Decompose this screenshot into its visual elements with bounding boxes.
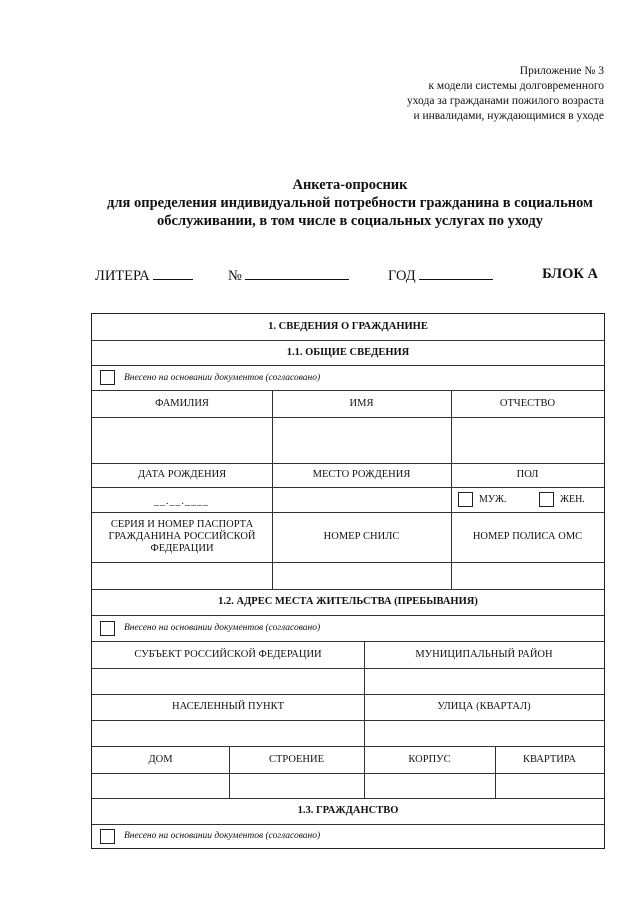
house-field[interactable]	[92, 773, 229, 798]
surname-label: ФАМИЛИЯ	[155, 397, 209, 409]
docs-note-row-1	[100, 365, 320, 390]
district-field[interactable]	[364, 668, 604, 694]
docs-note-text-3: Внесено на основании документов (согласовано)	[124, 831, 321, 841]
name-field[interactable]	[272, 417, 451, 463]
sex-label: ПОЛ	[516, 469, 539, 480]
female-label: ЖЕН.	[560, 494, 585, 505]
patronymic-label: ОТЧЕСТВО	[499, 397, 556, 409]
birth-date-placeholder[interactable]: __.__.____	[154, 496, 209, 507]
section-1-1-title: 1.1. ОБЩИЕ СВЕДЕНИЯ	[286, 346, 410, 358]
section-1-2-title: 1.2. АДРЕС МЕСТА ЖИТЕЛЬСТВА (ПРЕБЫВАНИЯ)	[218, 596, 478, 607]
snils-label: НОМЕР СНИЛС	[323, 531, 400, 542]
sex-male-option[interactable]	[458, 489, 506, 510]
birth-place-label: МЕСТО РОЖДЕНИЯ	[312, 469, 411, 480]
male-checkbox[interactable]	[458, 492, 473, 507]
surname-field[interactable]	[92, 417, 272, 463]
subject-field[interactable]	[92, 668, 364, 694]
docs-checkbox-3[interactable]	[100, 829, 115, 844]
street-field[interactable]	[364, 720, 604, 746]
year-group	[388, 266, 493, 285]
annex-line-3: ухода за гражданами пожилого возраста	[406, 95, 604, 107]
female-checkbox[interactable]	[539, 492, 554, 507]
litera-group	[95, 266, 193, 285]
block-label: БЛОК А	[542, 266, 598, 282]
locality-label: НАСЕЛЕННЫЙ ПУНКТ	[171, 701, 284, 712]
docs-checkbox-1[interactable]	[100, 370, 115, 385]
district-label: МУНИЦИПАЛЬНЫЙ РАЙОН	[415, 648, 553, 660]
sex-female-option[interactable]	[539, 489, 585, 510]
docs-checkbox-2[interactable]	[100, 621, 115, 636]
name-label: ИМЯ	[349, 397, 374, 409]
birth-date-label: ДАТА РОЖДЕНИЯ	[137, 469, 227, 480]
building-label: СТРОЕНИЕ	[269, 753, 324, 765]
annex-line-1: Приложение № 3	[519, 65, 604, 77]
street-label: УЛИЦА (КВАРТАЛ)	[437, 701, 531, 712]
house-label: ДОМ	[148, 753, 173, 765]
oms-label: НОМЕР ПОЛИСА ОМС	[472, 531, 583, 542]
korpus-label: КОРПУС	[408, 753, 451, 765]
docs-note-text-1: Внесено на основании документов (согласовано)	[124, 372, 321, 383]
birth-place-field[interactable]	[272, 487, 451, 512]
litera-field[interactable]	[153, 266, 193, 280]
docs-note-row-3	[100, 824, 320, 848]
section-1-title: 1. СВЕДЕНИЯ О ГРАЖДАНИНЕ	[268, 321, 428, 332]
docs-note-row-2	[100, 615, 320, 641]
meta-row	[95, 266, 605, 286]
docs-note-text-2: Внесено на основании документов (согласовано)	[124, 623, 321, 633]
passport-label: СЕРИЯ И НОМЕР ПАСПОРТА ГРАЖДАНИНА РОССИЙСКОЙ ФЕДЕРАЦИИ	[108, 519, 256, 554]
snils-field[interactable]	[272, 562, 451, 589]
korpus-field[interactable]	[364, 773, 495, 798]
annex-line-2: к модели системы долговременного	[428, 80, 604, 92]
title-line-3: обслуживании, в том числе в социальных услугах по уходу	[157, 213, 543, 229]
title-line-2: для определения индивидуальной потребности гражданина в социальном	[107, 195, 593, 211]
annex-header	[364, 64, 604, 124]
year-label: ГОД	[388, 268, 416, 284]
document-title	[50, 176, 640, 230]
year-field[interactable]	[419, 266, 493, 280]
number-label: №	[228, 268, 242, 284]
citizen-form	[91, 313, 605, 849]
number-group	[228, 266, 349, 285]
apartment-label: КВАРТИРА	[523, 753, 576, 765]
title-line-1: Анкета-опросник	[292, 177, 408, 193]
subject-label: СУБЪЕКТ РОССИЙСКОЙ ФЕДЕРАЦИИ	[134, 648, 322, 660]
apartment-field[interactable]	[495, 773, 604, 798]
building-field[interactable]	[229, 773, 364, 798]
annex-line-4: и инвалидами, нуждающимися в уходе	[413, 110, 604, 122]
patronymic-field[interactable]	[451, 417, 604, 463]
oms-field[interactable]	[451, 562, 604, 589]
passport-field[interactable]	[92, 562, 272, 589]
litera-label: ЛИТЕРА	[95, 268, 150, 284]
section-1-3-title: 1.3. ГРАЖДАНСТВО	[297, 805, 399, 816]
male-label: МУЖ.	[479, 494, 507, 505]
number-field[interactable]	[245, 266, 349, 280]
locality-field[interactable]	[92, 720, 364, 746]
